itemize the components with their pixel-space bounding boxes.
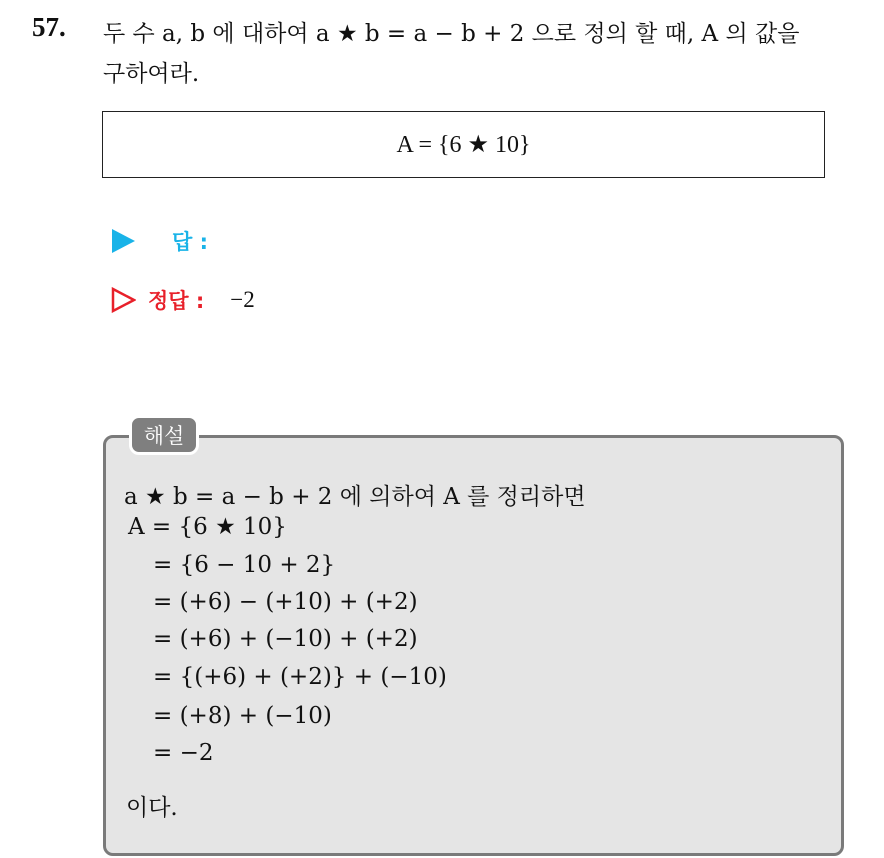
solution-start: A = {6 ★ 10} [128,514,287,540]
correct-answer-value: −2 [230,287,255,312]
play-filled-icon [110,228,136,254]
solution-step: = −2 [153,740,214,766]
solution-outro: 이다. [126,795,178,821]
question-text [103,14,868,94]
expression-text: A = {6 ★ 10} [396,132,531,158]
solution-step: = (+8) + (−10) [153,703,332,729]
expression-box [102,111,825,178]
question-line-2: 구하여라. [103,61,200,87]
question-line-1: 두 수 a, b 에 대하여 a ★ b = a − b + 2 으로 정의 할 때, A 의 값을 [103,21,800,47]
solution-tag: 해설 [129,415,199,455]
solution-step: = {(+6) + (+2)} + (−10) [153,664,447,690]
answer-label: 답 : [172,230,208,254]
play-outline-icon [110,287,136,313]
solution-step: = {6 − 10 + 2} [153,552,336,578]
solution-step: = (+6) − (+10) + (+2) [153,589,418,615]
correct-answer-label: 정답 : [148,289,205,313]
question-number: 57. [32,12,66,42]
answer-row [110,226,208,256]
correct-answer-row [110,285,255,315]
solution-intro: a ★ b = a − b + 2 에 의하여 A 를 정리하면 [124,484,586,510]
solution-step: = (+6) + (−10) + (+2) [153,626,418,652]
